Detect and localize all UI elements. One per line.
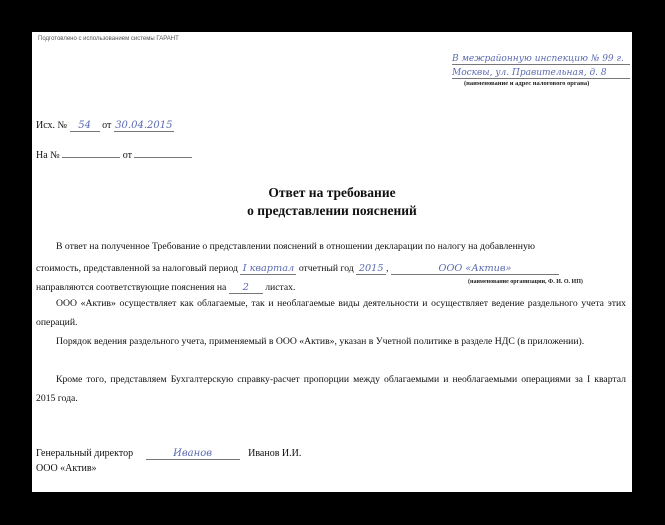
document-title-line-2: о представлении пояснений (247, 203, 417, 218)
year-label: отчетный год (298, 263, 354, 274)
paragraph-1c (36, 282, 295, 294)
period-value: I квартал (240, 263, 296, 275)
addressee-line-2: Москвы, ул. Правительная, д. 8 (452, 68, 630, 79)
addressee-caption: (наименование и адрес налогового органа) (464, 80, 590, 87)
sheets-suffix: листах. (265, 282, 296, 293)
signer-name: Иванов И.И. (248, 448, 302, 459)
paragraph-3: Порядок ведения раздельного учета, применяемый в ООО «Актив», указан в Учетной политике в разделе НДС (в приложении). (56, 336, 585, 347)
document-title-line-1: Ответ на требование (268, 185, 396, 200)
source-note: Подготовлено с использованием системы ГАРАНТ (38, 36, 179, 42)
sheets-label: направляются соответствующие пояснения на (36, 282, 227, 293)
outgoing-ref-line (36, 120, 174, 132)
organization-caption: (наименование организации, Ф. И. О. ИП) (468, 279, 583, 285)
signature-mark: Иванов (146, 448, 240, 460)
organization-value: ООО «Актив» (391, 263, 559, 275)
signature-line (36, 448, 301, 460)
addressee-line-1: В межрайонную инспекцию № 99 г. (452, 54, 630, 65)
signer-position: Генеральный директор (36, 448, 134, 459)
incoming-number-label: На № (36, 150, 60, 161)
document-page (32, 32, 632, 492)
paragraph-2: ООО «Актив» осуществляет как облагаемые, так и необлагаемые виды деятельности и осуществляет ведение раздельного учета этих операций. (36, 298, 626, 328)
paragraph-4: Кроме того, представляем Бухгалтерскую справку-расчет пропорции между облагаемыми и необлагаемыми операциями за I квартал 2015 года. (36, 374, 626, 404)
outgoing-date: 30.04.2015 (115, 120, 173, 131)
incoming-date-field (134, 146, 192, 158)
paragraph-1a: В ответ на полученное Требование о представлении пояснений в отношении декларации по налогу на добавленную (56, 241, 536, 252)
incoming-ref-line (36, 146, 192, 161)
outgoing-date-label: от (102, 120, 112, 131)
incoming-number-field (62, 146, 120, 158)
period-label: стоимость, представленной за налоговый период (36, 263, 238, 274)
incoming-date-label: от (122, 150, 132, 161)
sheets-count: 2 (229, 282, 263, 294)
outgoing-number-label: Исх. № (36, 120, 68, 131)
outgoing-number: 54 (70, 120, 100, 132)
year-value: 2015 (356, 263, 386, 275)
signer-company: ООО «Актив» (36, 463, 97, 474)
paragraph-1b: стоимость, представленной за налоговый период I квартал отчетный год 2015 , ООО «Актив» (36, 263, 559, 275)
